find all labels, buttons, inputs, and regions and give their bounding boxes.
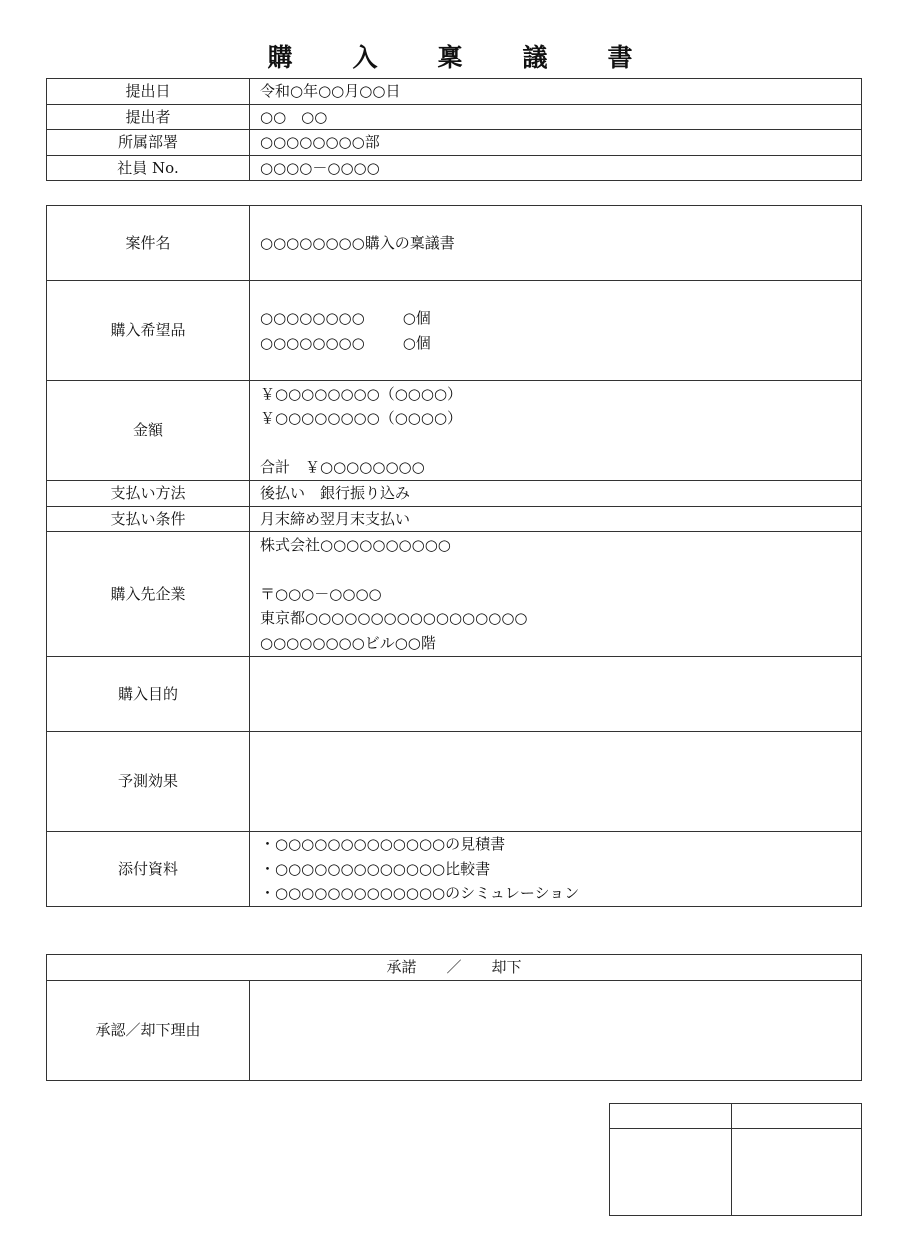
submitter-label: 提出者	[47, 104, 250, 130]
employee-no-value: ○○○○－○○○○	[250, 155, 862, 181]
purpose-value	[250, 657, 862, 732]
amount-label: 金額	[47, 381, 250, 481]
approval-reason-label: 承認／却下理由	[47, 981, 250, 1081]
stamp-row	[610, 1129, 862, 1216]
approval-reason-row	[47, 981, 862, 1081]
project-row	[47, 206, 862, 281]
document-title	[0, 38, 900, 74]
blank-line	[260, 557, 861, 582]
submitter-value: ○○ ○○	[250, 104, 862, 130]
stamp-header-cell	[610, 1104, 732, 1129]
title-char: 購	[267, 43, 293, 72]
amount-line: ￥○○○○○○○○（○○○○）	[260, 384, 463, 403]
payment-terms-label: 支払い条件	[47, 506, 250, 532]
submission-date-label: 提出日	[47, 79, 250, 105]
submission-date-value: 令和○年○○月○○日	[250, 79, 862, 105]
approval-header-row	[47, 955, 862, 981]
amount-cell	[250, 381, 862, 481]
vendor-label: 購入先企業	[47, 532, 250, 657]
items-row	[47, 281, 862, 381]
blank-line	[260, 431, 861, 456]
stamp-header-row	[610, 1104, 862, 1129]
items-cell	[250, 281, 862, 381]
item-line	[260, 331, 861, 356]
stamp-table	[609, 1103, 862, 1216]
title-char: 稟	[437, 43, 463, 72]
vendor-cell	[250, 532, 862, 657]
items-label: 購入希望品	[47, 281, 250, 381]
attachment-item: ・○○○○○○○○○○○○○比較書	[260, 859, 491, 878]
vendor-address: ○○○○○○○○ビル○○階	[260, 633, 436, 652]
item-line	[260, 306, 861, 331]
attachments-cell	[250, 832, 862, 907]
payment-terms-value: 月末締め翌月末支払い	[250, 506, 862, 532]
title-char: 議	[522, 43, 548, 72]
project-value: ○○○○○○○○購入の稟議書	[250, 206, 862, 281]
department-row	[47, 130, 862, 156]
attachments-label: 添付資料	[47, 832, 250, 907]
stamp-box	[610, 1129, 732, 1216]
item-name: ○○○○○○○○	[260, 333, 365, 352]
approval-table	[46, 954, 862, 1081]
vendor-name: 株式会社○○○○○○○○○○	[260, 535, 451, 554]
header-info-table	[46, 78, 862, 181]
approval-header: 承諾 ／ 却下	[47, 955, 862, 981]
item-qty: ○個	[402, 309, 431, 327]
item-qty: ○個	[402, 333, 431, 352]
attachments-row	[47, 832, 862, 907]
department-value: ○○○○○○○○部	[250, 130, 862, 156]
effect-label: 予測効果	[47, 732, 250, 832]
vendor-postal: 〒○○○－○○○○	[260, 584, 382, 603]
amount-row	[47, 381, 862, 481]
attachment-item: ・○○○○○○○○○○○○○のシミュレーション	[260, 884, 580, 903]
purpose-label: 購入目的	[47, 657, 250, 732]
payment-method-value: 後払い 銀行振り込み	[250, 481, 862, 507]
attachment-item: ・○○○○○○○○○○○○○の見積書	[260, 835, 506, 854]
vendor-address: 東京都○○○○○○○○○○○○○○○○○	[260, 609, 528, 628]
main-table	[46, 205, 862, 907]
stamp-header-cell	[732, 1104, 862, 1129]
payment-method-label: 支払い方法	[47, 481, 250, 507]
title-char: 書	[607, 43, 633, 72]
payment-method-row	[47, 481, 862, 507]
stamp-box	[732, 1129, 862, 1216]
purpose-row	[47, 657, 862, 732]
item-name: ○○○○○○○○	[260, 309, 365, 327]
amount-total: 合計 ￥○○○○○○○○	[260, 458, 425, 476]
effect-value	[250, 732, 862, 832]
title-char: 入	[352, 43, 378, 72]
project-label: 案件名	[47, 206, 250, 281]
employee-no-row	[47, 155, 862, 181]
employee-no-label: 社員 No.	[47, 155, 250, 181]
department-label: 所属部署	[47, 130, 250, 156]
effect-row	[47, 732, 862, 832]
approval-reason-value	[250, 981, 862, 1081]
submitter-row	[47, 104, 862, 130]
amount-line: ￥○○○○○○○○（○○○○）	[260, 409, 463, 427]
submission-date-row	[47, 79, 862, 105]
payment-terms-row	[47, 506, 862, 532]
vendor-row	[47, 532, 862, 657]
